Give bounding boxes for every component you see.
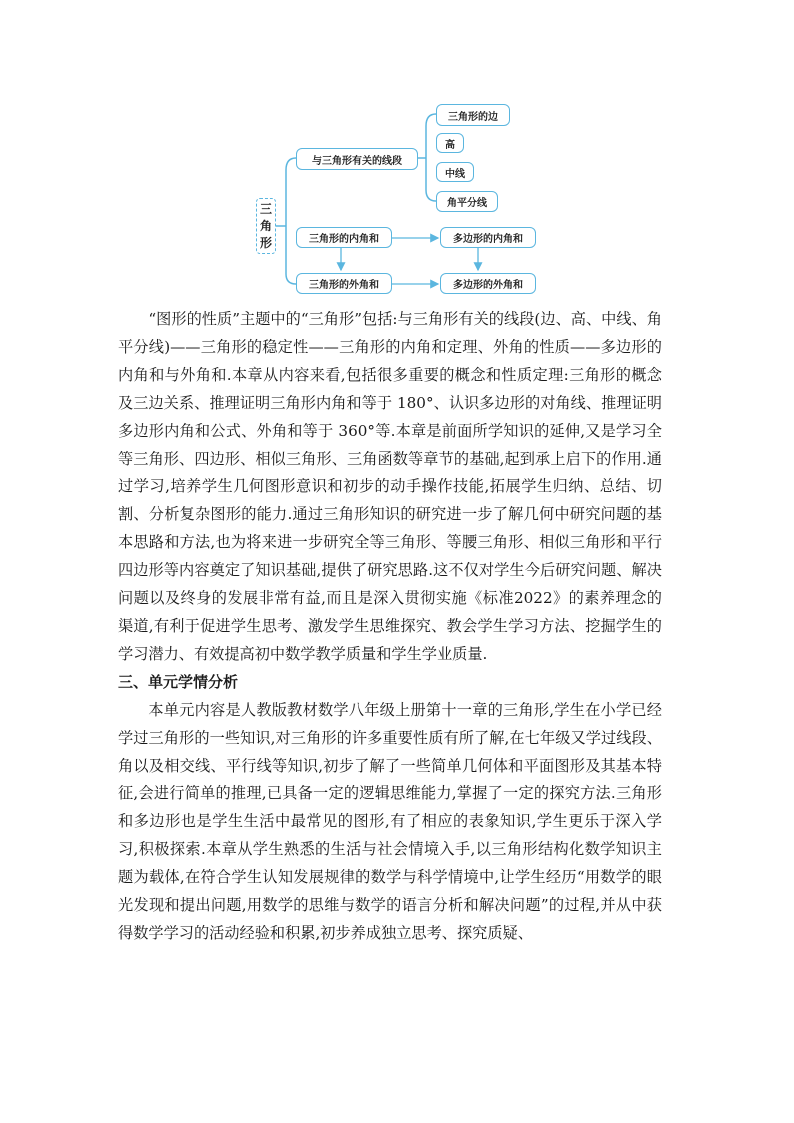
body-text [118,306,662,948]
paragraph-content-overview: “图形的性质”主题中的“三角形”包括:与三角形有关的线段(边、高、中线、角平分线)——三角形的稳定性——三角形的内角和定理、外角的性质——多边形的内角和与外角和.本章从内容来看,包括很多重要的概念和性质定理:三角形的概念及三边关系、推理证明三角形内角和等于 180°、认识多边形的对角线、推理证明多边形内角和公式、外角和等于 360°等.本章是前面所学知识的延伸,又是学习全等三角形、四边形、相似三角形、三角函数等章节的基础,起到承上启下的作用.通过学习,培养学生几何图形意识和初步的动手操作技能,拓展学生归纳、总结、切割、分析复杂图形的能力.通过三角形知识的研究进一步了解几何中研究问题的基本思路和方法,也为将来进一步研究全等三角形、等腰三角形、相似三角形和平行四边形等内容奠定了知识基础,提供了研究思路.这不仅对学生今后研究问题、解决问题以及终身的发展非常有益,而且是深入贯彻实施《标准2022》的素养理念的渠道,有利于促进学生思考、激发学生思维探究、教会学生学习方法、挖掘学生的学习潜力、有效提高初中数学教学质量和学生学业质量. [118,310,662,663]
node-median: 中线 [436,162,474,182]
root-char: 角 [259,218,272,233]
segments-bracket [426,114,436,201]
concept-map-connectors [250,100,550,296]
concept-map [250,100,550,296]
node-triangle-exterior-sum: 三角形的外角和 [296,273,392,294]
node-related-segments: 与三角形有关的线段 [296,148,418,170]
node-angle-bisector: 角平分线 [436,191,498,212]
node-polygon-interior-sum: 多边形的内角和 [440,227,536,248]
paragraph-student-analysis: 本单元内容是人教版教材数学八年级上册第十一章的三角形,学生在小学已经学过三角形的一些知识,对三角形的许多重要性质有所了解,在七年级又学过线段、角以及相交线、平行线等知识,初步了解了一些简单几何体和平面图形及其基本特征,会进行简单的推理,已具备一定的逻辑思维能力,掌握了一定的探究方法.三角形和多边形也是学生生活中最常见的图形,有了相应的表象知识,学生更乐于深入学习,积极探索.本章从学生熟悉的生活与社会情境入手,以三角形结构化数学知识主题为载体,在符合学生认知发展规律的数学与科学情境中,让学生经历“用数学的眼光发现和提出问题,用数学的思维与数学的语言分析和解决问题”的过程,并从中获得数学学习的活动经验和积累,初步养成独立思考、探究质疑、 [118,700,662,942]
section-heading: 三、单元学情分析 [118,672,239,691]
node-altitude: 高 [436,133,464,153]
root-char: 形 [259,235,272,250]
node-triangle-interior-sum: 三角形的内角和 [296,227,392,248]
node-triangle-side: 三角形的边 [436,104,510,126]
root-char: 三 [259,201,272,216]
node-polygon-exterior-sum: 多边形的外角和 [440,273,536,294]
root-bracket [286,158,296,284]
root-node-triangle [256,198,276,254]
